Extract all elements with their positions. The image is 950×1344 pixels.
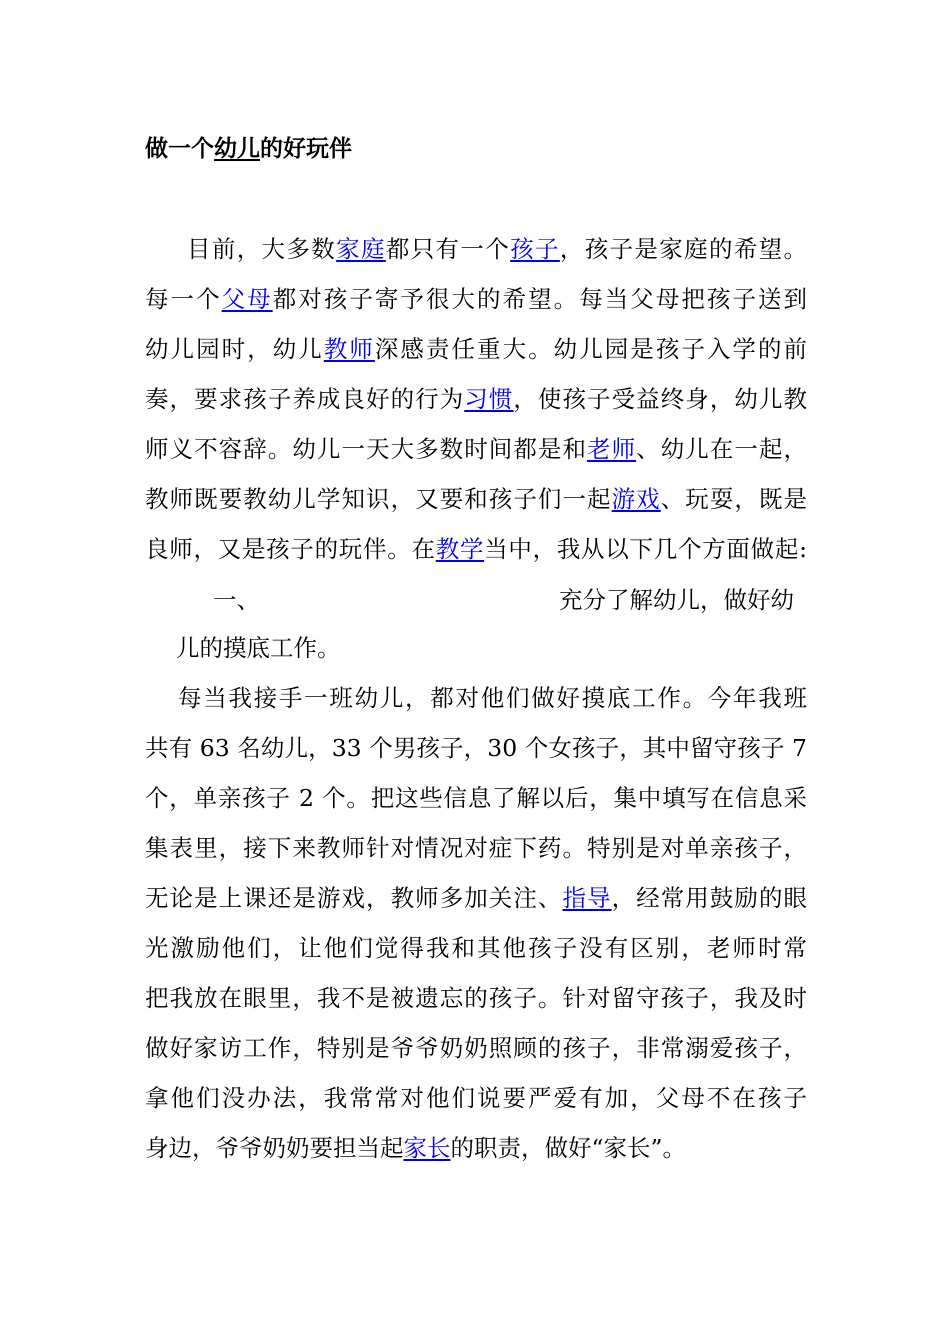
text-run: 目前，大多数 — [187, 235, 337, 263]
text-run: 集表里，接下来教师针对情况对症下药。特别是对单亲孩子， — [145, 834, 807, 862]
text-line — [145, 1073, 807, 1123]
text-line — [178, 673, 807, 723]
text-run: 都只有一个 — [385, 235, 511, 263]
text-line — [145, 1123, 807, 1173]
section-heading-number: 一、 — [213, 586, 260, 614]
text-line — [145, 424, 807, 474]
inline-link[interactable]: 指导 — [562, 884, 612, 912]
text-line — [145, 474, 807, 524]
text-run: ，孩子是家庭的希望。 — [559, 235, 808, 263]
text-run: 共有 63 名幼儿，33 个男孩子，30 个女孩子，其中留守孩子 7 — [145, 734, 807, 762]
text-run: 教师既要教幼儿学知识，又要和孩子们一起 — [145, 485, 612, 513]
text-line — [145, 324, 807, 374]
text-line — [145, 973, 807, 1023]
text-run: 奏，要求孩子养成良好的行为 — [145, 385, 465, 413]
text-line — [145, 773, 807, 823]
section-heading-continuation: 儿的摸底工作。 — [176, 634, 341, 662]
text-line — [145, 274, 807, 324]
text-run: 、玩耍，既是 — [660, 485, 808, 513]
text-line — [145, 524, 807, 574]
text-run: 个，单亲孩子 2 个。把这些信息了解以后，集中填写在信息采 — [145, 784, 807, 812]
text-run: 把我放在眼里，我不是被遗忘的孩子。针对留守孩子，我及时 — [145, 984, 807, 1012]
text-line — [145, 723, 807, 773]
text-line — [187, 224, 807, 274]
inline-link[interactable]: 教师 — [323, 335, 375, 363]
inline-link[interactable]: 家庭 — [336, 235, 386, 263]
text-run: 良师，又是孩子的玩伴。在 — [145, 535, 436, 563]
section-heading-text: 充分了解幼儿，做好幼 — [559, 586, 794, 614]
text-run: 都对孩子寄予很大的希望。每当父母把孩子送到 — [272, 285, 808, 313]
text-line — [145, 374, 807, 424]
text-run: 、幼儿在一起， — [636, 435, 808, 463]
text-run: ，使孩子受益终身，幼儿教 — [513, 385, 808, 413]
text-run: 每一个 — [145, 285, 222, 313]
inline-link[interactable]: 习惯 — [464, 385, 514, 413]
text-line — [145, 1023, 807, 1073]
text-run: ，经常用鼓励的眼 — [611, 884, 808, 912]
text-run: 深感责任重大。幼儿园是孩子入学的前 — [374, 335, 808, 363]
document-title — [145, 131, 352, 167]
text-run: 幼儿园时，幼儿 — [145, 335, 324, 363]
inline-link[interactable]: 家长 — [403, 1134, 451, 1162]
title-prefix: 做一个 — [145, 135, 214, 162]
text-run: 当中，我从以下几个方面做起: — [484, 535, 807, 563]
inline-link[interactable]: 游戏 — [611, 485, 661, 513]
inline-link[interactable]: 父母 — [221, 285, 273, 313]
text-run: 拿他们没办法，我常常对他们说要严爱有加，父母不在孩子 — [145, 1084, 807, 1112]
text-line — [145, 873, 807, 923]
text-run: 无论是上课还是游戏，教师多加关注、 — [145, 884, 563, 912]
text-run: 做好家访工作，特别是爷爷奶奶照顾的孩子，非常溺爱孩子， — [145, 1034, 807, 1062]
text-run: 每当我接手一班幼儿，都对他们做好摸底工作。今年我班 — [178, 684, 807, 712]
inline-link[interactable]: 老师 — [587, 435, 637, 463]
text-run: 光激励他们，让他们觉得我和其他孩子没有区别，老师时常 — [145, 934, 807, 962]
text-line — [145, 823, 807, 873]
text-line — [145, 923, 807, 973]
text-run: 身边，爷爷奶奶要担当起 — [145, 1134, 404, 1162]
text-run: 师义不容辞。幼儿一天大多数时间都是和 — [145, 435, 588, 463]
inline-link[interactable]: 孩子 — [510, 235, 560, 263]
inline-link[interactable]: 教学 — [435, 535, 485, 563]
title-suffix: 的好玩伴 — [260, 135, 352, 162]
title-underlined-word: 幼儿 — [214, 135, 260, 162]
text-run: 的职责，做好“家长”。 — [450, 1134, 687, 1162]
